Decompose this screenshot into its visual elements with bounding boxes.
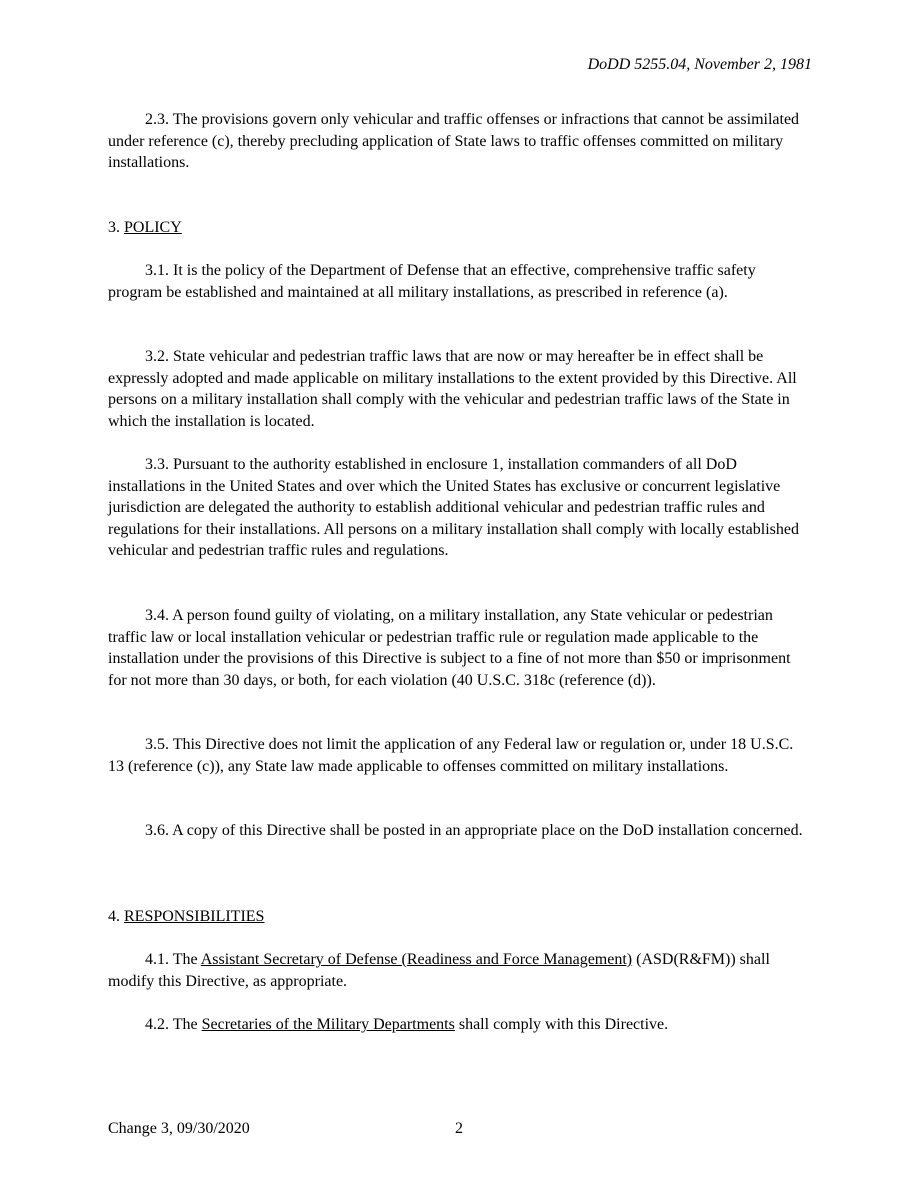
section-title: RESPONSIBILITIES: [124, 908, 265, 925]
paragraph-3-2: 3.2. State vehicular and pedestrian traffic laws that are now or may hereafter be in effect shall be expressly adopted and made applicable on military installations to the extent provided by this Directive. All persons on a military installation shall comply with the vehicular and pedestrian traffic laws of the State in which the installation is located.: [108, 348, 797, 430]
change-footer: Change 3, 09/30/2020: [108, 1120, 250, 1137]
paragraph-4-2: [108, 1014, 812, 1036]
paragraph-4-1: [108, 949, 812, 992]
paragraph-3-4: 3.4. A person found guilty of violating, on a military installation, any State vehicular or pedestrian traffic law or local installation vehicular or pedestrian traffic rule or regulation made applicable to the installation under the provisions of this Directive is subject to a fine of not more than $50 or imprisonment for not more than 30 days, or both, for each violation (40 U.S.C. 318c (reference (d)).: [108, 607, 791, 689]
paragraph-suffix: (ASD(R&FM)) shall modify this Directive, as appropriate.: [108, 951, 770, 990]
section-title: POLICY: [124, 219, 182, 236]
section-heading-policy: [108, 217, 182, 239]
paragraph-3-6: 3.6. A copy of this Directive shall be posted in an appropriate place on the DoD installation concerned.: [145, 822, 803, 839]
document-reference-header: DoDD 5255.04, November 2, 1981: [587, 56, 812, 73]
section-heading-responsibilities: [108, 906, 264, 928]
paragraph-suffix: shall comply with this Directive.: [454, 1016, 669, 1033]
paragraph-3-5: 3.5. This Directive does not limit the application of any Federal law or regulation or, under 18 U.S.C. 13 (reference (c)), any State law made applicable to offenses committed on military installations.: [108, 736, 794, 775]
section-number: 4.: [108, 908, 124, 925]
paragraph-prefix: 4.2. The: [145, 1016, 202, 1033]
paragraph-2-3: 2.3. The provisions govern only vehicular and traffic offenses or infractions that cannot be assimilated under reference (c), thereby precluding application of State laws to traffic offenses committed on military installations.: [108, 111, 800, 172]
official-title-asd: Assistant Secretary of Defense (Readiness and Force Management): [200, 951, 633, 968]
page-number: 2: [455, 1120, 463, 1137]
paragraph-prefix: 4.1. The: [145, 951, 201, 968]
official-title-secretaries: Secretaries of the Military Departments: [201, 1016, 455, 1033]
paragraph-3-1: 3.1. It is the policy of the Department of Defense that an effective, comprehensive traffic safety program be established and maintained at all military installations, as prescribed in reference (a).: [108, 262, 756, 301]
paragraph-3-3: 3.3. Pursuant to the authority established in enclosure 1, installation commanders of all DoD installations in the United States and over which the United States has exclusive or concurrent legislative jurisdiction are delegated the authority to establish additional vehicular and pedestrian traffic rules and regulations for their installations. All persons on a military installation shall comply with locally established vehicular and pedestrian traffic rules and regulations.: [108, 456, 799, 560]
section-number: 3.: [108, 219, 124, 236]
